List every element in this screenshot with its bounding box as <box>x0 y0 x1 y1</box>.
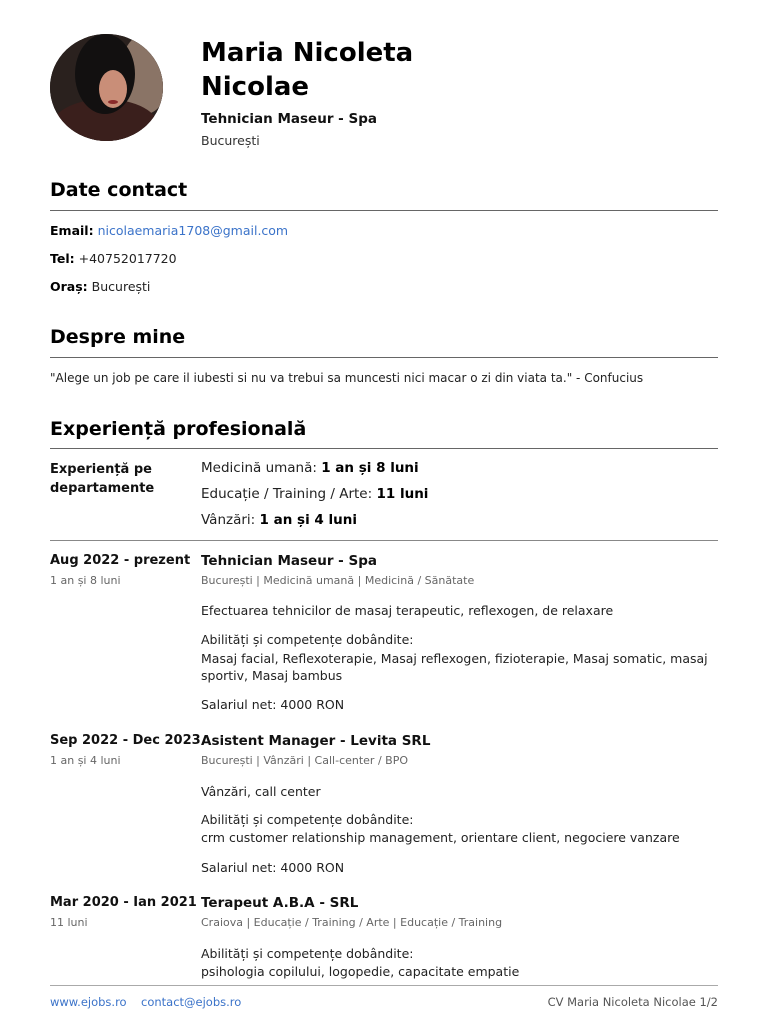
job-salary: Salariul net: 4000 RON <box>201 860 345 875</box>
job-description: Vânzări, call center <box>201 784 321 799</box>
department-summary-label: Experiență pe departamente <box>50 462 155 496</box>
about-heading: Despre mine <box>50 326 186 348</box>
city-label: Oraș: <box>50 279 88 294</box>
candidate-city: București <box>201 133 260 148</box>
job-meta: București | Medicină umană | Medicină / Sănătate <box>201 574 475 587</box>
job-skills-line: crm customer relationship management, orientare client, negociere vanzare <box>201 830 680 845</box>
department-duration: 1 an și 4 luni <box>259 512 357 528</box>
department-row <box>201 460 419 476</box>
contact-divider <box>50 210 718 211</box>
phone-value: +40752017720 <box>78 251 177 266</box>
department-divider <box>50 540 718 541</box>
contact-heading: Date contact <box>50 179 188 201</box>
department-row <box>201 512 357 528</box>
job-period: Mar 2020 - Ian 2021 <box>50 895 197 910</box>
phone-row <box>50 251 177 266</box>
job-skills-label: Abilități și competențe dobândite: <box>201 812 414 827</box>
profile-photo <box>50 34 163 141</box>
job-skills-label: Abilități și competențe dobândite: <box>201 632 414 647</box>
about-divider <box>50 357 718 358</box>
job-role: Tehnician Maseur - Spa <box>201 553 377 569</box>
job-description: Efectuarea tehnicilor de masaj terapeutic, reflexogen, de relaxare <box>201 603 614 618</box>
job-period: Sep 2022 - Dec 2023 <box>50 733 201 748</box>
department-name: Medicină umană: <box>201 460 322 476</box>
experience-divider <box>50 448 718 449</box>
job-duration: 1 an și 8 luni <box>50 574 121 587</box>
job-skills-line: sportiv, Masaj bambus <box>201 668 343 683</box>
department-duration: 1 an și 8 luni <box>321 460 419 476</box>
job-meta: București | Vânzări | Call-center / BPO <box>201 754 408 767</box>
job-skills-line: Masaj facial, Reflexoterapie, Masaj reflexogen, fizioterapie, Masaj somatic, masaj <box>201 651 708 666</box>
job-salary: Salariul net: 4000 RON <box>201 697 345 712</box>
job-duration: 1 an și 4 luni <box>50 754 121 767</box>
candidate-title: Tehnician Maseur - Spa <box>201 111 377 127</box>
email-label: Email: <box>50 223 94 238</box>
job-duration: 11 luni <box>50 916 88 929</box>
job-skills-line: psihologia copilului, logopedie, capacitate empatie <box>201 964 520 979</box>
job-role: Asistent Manager - Levita SRL <box>201 733 431 749</box>
candidate-name-line1: Maria Nicoleta <box>201 38 414 68</box>
footer-email-link[interactable]: contact@ejobs.ro <box>141 995 242 1009</box>
email-row <box>50 223 288 238</box>
phone-label: Tel: <box>50 251 75 266</box>
department-duration: 11 luni <box>376 486 429 502</box>
footer-site-link[interactable]: www.ejobs.ro <box>50 995 127 1009</box>
job-role: Terapeut A.B.A - SRL <box>201 895 359 911</box>
job-skills-label: Abilități și competențe dobândite: <box>201 946 414 961</box>
candidate-name-line2: Nicolae <box>201 72 310 102</box>
department-name: Educație / Training / Arte: <box>201 486 377 502</box>
job-period: Aug 2022 - prezent <box>50 553 191 568</box>
job-meta: Craiova | Educație / Training / Arte | Educație / Training <box>201 916 503 929</box>
city-row <box>50 279 150 294</box>
email-link[interactable]: nicolaemaria1708@gmail.com <box>97 223 289 238</box>
footer-divider <box>50 985 718 986</box>
candidate-name <box>201 36 413 104</box>
department-name: Vânzări: <box>201 512 260 528</box>
about-text: "Alege un job pe care il iubesti si nu va trebui sa muncesti nici macar o zi din viata ta." - Confucius <box>50 371 644 385</box>
footer-page-label: CV Maria Nicoleta Nicolae 1/2 <box>547 995 718 1009</box>
department-row <box>201 486 428 502</box>
city-value: București <box>91 279 151 294</box>
experience-heading: Experiență profesională <box>50 418 307 440</box>
